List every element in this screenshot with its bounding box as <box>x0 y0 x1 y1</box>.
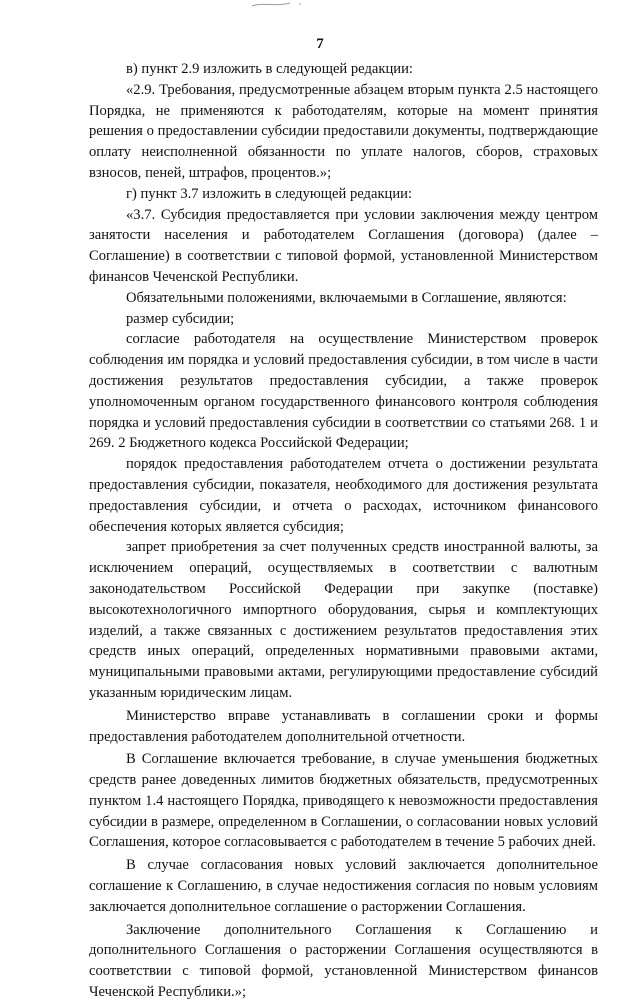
paragraph-currency-prohibition: запрет приобретения за счет полученных средств иностранной валюты, за исключением операций, осуществляемых в соответствии с валютным законодательством Российской Федерации при закупке (поставке) высокотехнологичного импортного оборудования, сырья и комплектующих изделий, а также связанных с достижением результатов предоставления этих средств иных операций, определенных нормативными правовыми актами, муниципальными правовыми актами, регулирующими предоставление субсидий указанным юридическим лицам. <box>89 539 598 701</box>
paragraph-reporting-procedure: порядок предоставления работодателем отчета о достижении результата предоставления субсидии, показателя, необходимого для достижения результата предоставления субсидии, и отчета о расходах, источником финансового обеспечения которых является субсидия; <box>89 456 598 535</box>
document-body <box>89 59 598 1003</box>
paragraph-ministry-reporting: Министерство вправе устанавливать в соглашении сроки и формы предоставления работодателем дополнительной отчетности. <box>89 707 598 745</box>
paragraph-subsidy-amount: размер субсидии; <box>126 310 235 327</box>
paragraph-mandatory-provisions: Обязательными положениями, включаемыми в Соглашение, являются: <box>126 289 567 306</box>
paragraph-additional-agreement: В случае согласования новых условий заключается дополнительное соглашение к Соглашению, в случае недостижения согласия по новым условиям заключается дополнительное соглашение о расторжении Соглашения. <box>89 857 598 915</box>
scan-artifact <box>250 0 310 8</box>
paragraph-item-v: в) пункт 2.9 изложить в следующей редакции: <box>126 61 413 77</box>
paragraph-consent-inspections: согласие работодателя на осуществление Министерством проверок соблюдения им порядка и условий предоставления субсидии, в том числе в части достижения результатов предоставления субсидии, а также проверок уполномоченным органом государственного финансового контроля соблюдения порядка и условий предоставления субсидии в соответствии со статьями 268. 1 и 269. 2 Бюджетного кодекса Российской Федерации; <box>89 331 598 452</box>
page-number: 7 <box>316 36 324 52</box>
paragraph-item-g: г) пункт 3.7 изложить в следующей редакции: <box>126 185 413 202</box>
paragraph-budget-reduction: В Соглашение включается требование, в случае уменьшения бюджетных средств ранее доведенных лимитов бюджетных обязательств, предусмотренных пунктом 1.4 настоящего Порядка, приводящего к невозможности предоставления субсидии в размере, определенном в Соглашении, о согласовании новых условий Соглашения, которое согласовывается с работодателем в течение 5 рабочих дней. <box>89 751 598 851</box>
paragraph-clause-2-9: «2.9. Требования, предусмотренные абзацем вторым пункта 2.5 настоящего Порядка, не применяются к работодателям, которые на момент принятия решения о предоставлении субсидии предоставили документы, подтверждающие оплату неисполненной обязанности по уплате налогов, сборов, страховых взносов, пеней, штрафов, процентов.»; <box>89 81 598 181</box>
paragraph-clause-3-7: «3.7. Субсидия предоставляется при условии заключения между центром занятости населения и работодателем Соглашения (договора) (далее – Соглашение) в соответствии с типовой формой, установленной Министерством финансов Чеченской Республики. <box>89 206 598 285</box>
paragraph-typical-form: Заключение дополнительного Соглашения к Соглашению и дополнительного Соглашения о расторжении Соглашения осуществляются в соответствии с типовой формой, установленной Министерством финансов Чеченской Республики.»; <box>89 921 598 1001</box>
